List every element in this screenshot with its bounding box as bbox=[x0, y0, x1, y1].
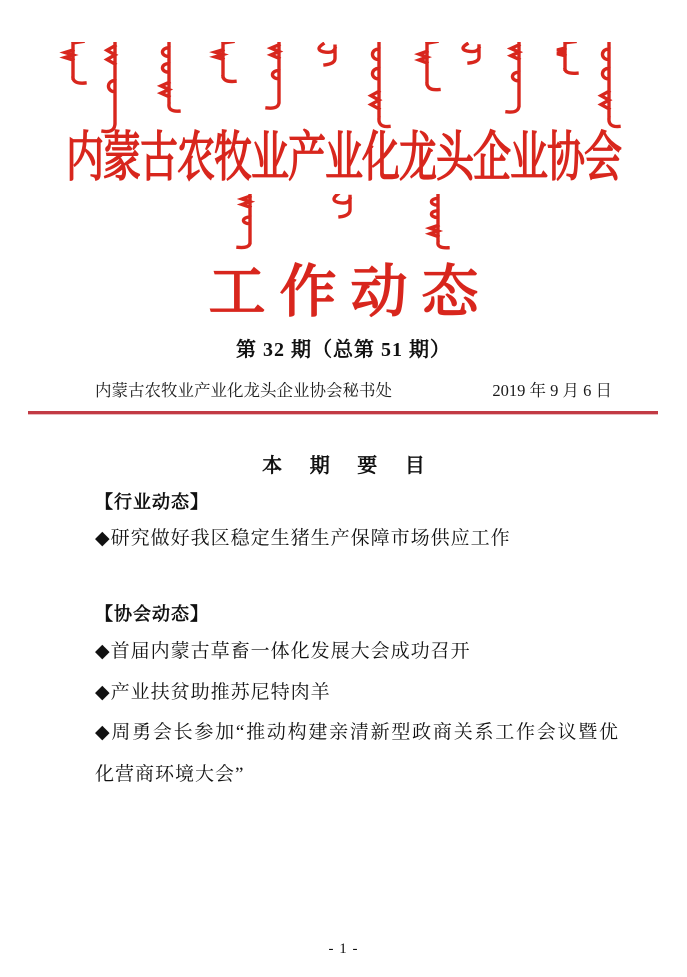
mongolian-script-subtitle-icon bbox=[228, 194, 458, 252]
page-number: - 1 - bbox=[328, 941, 359, 957]
publisher: 内蒙古农牧业产业化龙头企业协会秘书处 bbox=[95, 381, 392, 400]
masthead-info bbox=[95, 377, 612, 401]
toc-item: ◆产业扶贫助推苏尼特肉羊 bbox=[95, 682, 331, 703]
masthead-divider bbox=[28, 411, 658, 414]
bulletin-title: 工作动态 bbox=[208, 261, 493, 324]
publish-date: 2019 年 9 月 6 日 bbox=[492, 381, 612, 400]
section-label-industry: 【行业动态】 bbox=[95, 492, 209, 512]
toc-item: ◆首届内蒙古草畜一体化发展大会成功召开 bbox=[95, 641, 471, 662]
section-label-association: 【协会动态】 bbox=[95, 604, 209, 624]
issue-number: 第 32 期（总第 51 期） bbox=[236, 339, 451, 361]
toc-heading: 本 期 要 目 bbox=[262, 455, 436, 477]
toc-item: ◆周勇会长参加“推动构建亲清新型政商关系工作会议暨优化营商环境大会” bbox=[95, 722, 619, 785]
toc-item: ◆研究做好我区稳定生猪生产保障市场供应工作 bbox=[95, 528, 511, 549]
org-title: 内蒙古农牧业产业化龙头企业协会 bbox=[65, 128, 621, 189]
